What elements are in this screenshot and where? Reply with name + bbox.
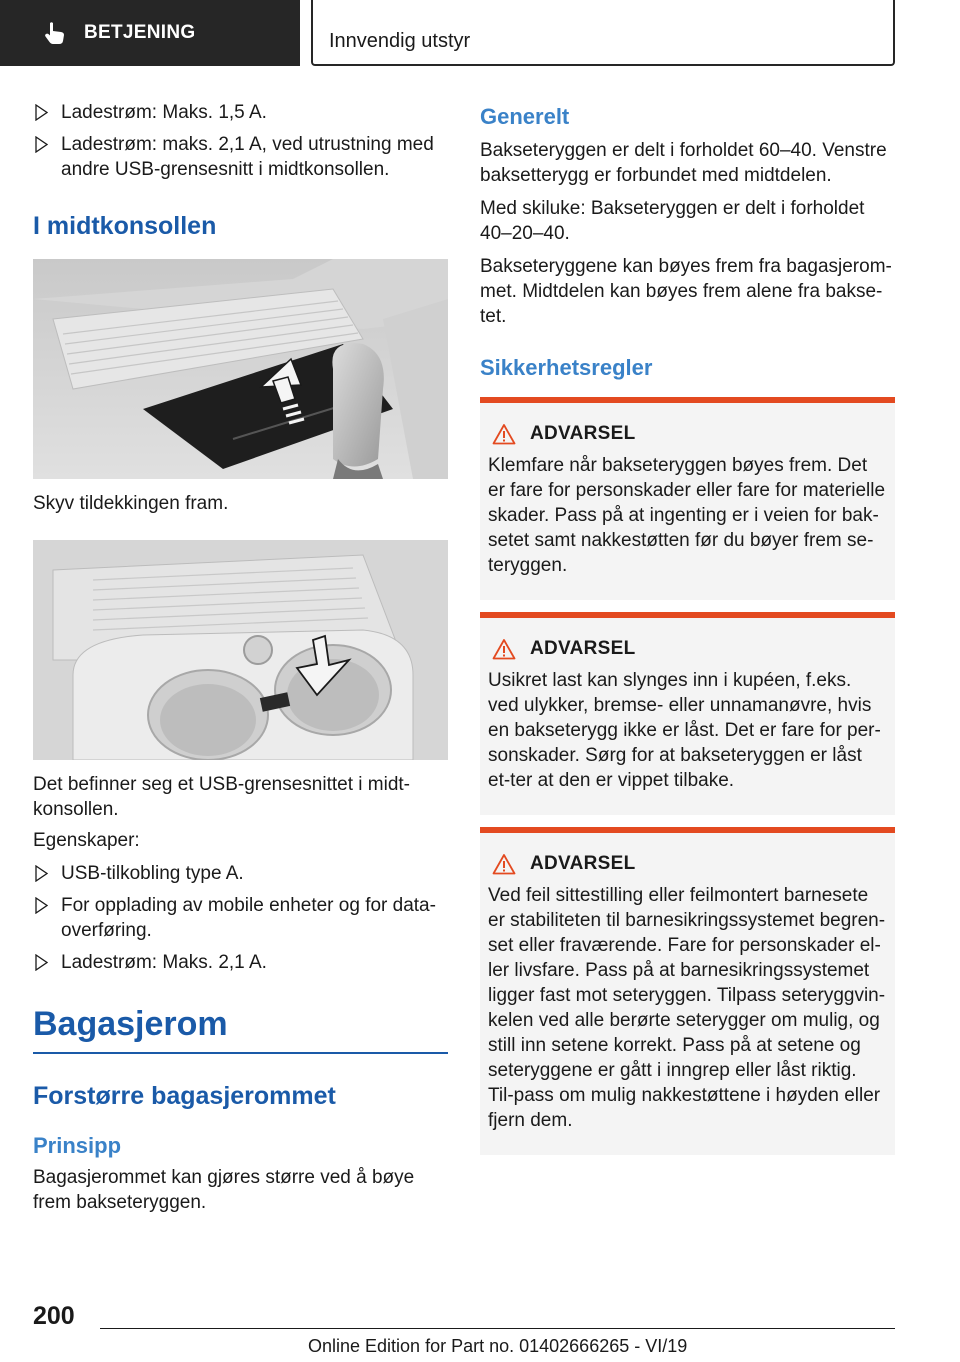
warning-text: Ved feil sittestilling eller feilmontert barnesete er stabiliteten til barnesikringssystemet begren-set eller fraværende. Fare for personskader el-ler livsfare. Pass på at barnesikringssystemet ligger fast mot seteryggen. Tilpass seteryggvin-kelen ved alle berørte seterygger om mulig, og still inn setene korrekt. Pass på at setene og seteryggene er gått i inngrep eller låst riktig. Til-pass om mulig nakkestøttene i høyden eller fjern dem.	[488, 885, 886, 1131]
triangle-bullet-icon	[35, 136, 48, 153]
charging-bullets	[33, 100, 448, 182]
triangle-bullet-icon	[35, 897, 48, 914]
header-section-label: BETJENING	[84, 22, 196, 43]
list-item: Ladestrøm: Maks. 2,1 A.	[33, 950, 448, 975]
warning-triangle-icon	[492, 638, 516, 660]
properties-label: Egenskaper:	[33, 830, 140, 851]
properties-bullets	[33, 861, 448, 975]
list-item: USB-tilkobling type A.	[33, 861, 448, 886]
warning-label: ADVARSEL	[530, 638, 636, 659]
warning-label: ADVARSEL	[530, 853, 636, 874]
console-cover-photo	[33, 259, 448, 479]
section-title: I midtkonsollen	[33, 212, 217, 240]
warning-triangle-icon	[492, 853, 516, 875]
warning-box	[480, 612, 895, 815]
right-column	[480, 100, 895, 1167]
list-item: For opplading av mobile enheter og for data-overføring.	[33, 893, 448, 943]
footer-divider	[100, 1328, 895, 1329]
warning-text: Klemfare når bakseteryggen bøyes frem. Det er fare for personskader eller fare for materielle skader. Pass på at ingenting er i veien for bak-setet samt nakkestøtten før du bøyer frem se-teryggen.	[488, 455, 886, 576]
safety-title: Sikkerhetsregler	[480, 355, 653, 380]
general-paragraph: Med skiluke: Bakseteryggen er delt i forholdet 40–20–40.	[480, 198, 865, 244]
photo-caption-2: Det befinner seg et USB-grensesnittet i midt-konsollen.	[33, 774, 411, 820]
subsection-title: Forstørre bagasjerommet	[33, 1082, 336, 1110]
list-item: Ladestrøm: maks. 2,1 A, ved utrustning med andre USB-grensesnitt i midtkonsollen.	[33, 132, 448, 182]
principle-title: Prinsipp	[33, 1133, 122, 1158]
triangle-bullet-icon	[35, 865, 48, 882]
general-paragraph: Bakseteryggen er delt i forholdet 60–40. Venstre baksetterygg er forbundet med midtdelen.	[480, 140, 887, 186]
left-column	[33, 100, 448, 1223]
usb-interface-photo	[33, 540, 448, 760]
footer-edition: Online Edition for Part no. 01402666265 - VI/19	[308, 1336, 688, 1356]
warning-label: ADVARSEL	[530, 423, 636, 444]
principle-text: Bagasjerommet kan gjøres større ved å bøye frem bakseteryggen.	[33, 1167, 415, 1213]
triangle-bullet-icon	[35, 104, 48, 121]
page-number: 200	[33, 1302, 75, 1330]
header-chapter-box	[311, 0, 895, 66]
header-section-tab	[0, 0, 300, 66]
photo-caption-1: Skyv tildekkingen fram.	[33, 493, 229, 514]
chapter-title: Bagasjerom	[33, 1005, 448, 1054]
list-item: Ladestrøm: Maks. 1,5 A.	[33, 100, 448, 125]
warning-box	[480, 397, 895, 600]
warning-box	[480, 827, 895, 1155]
hand-pointer-icon	[42, 20, 68, 46]
triangle-bullet-icon	[35, 954, 48, 971]
warning-triangle-icon	[492, 423, 516, 445]
general-paragraph: Bakseteryggene kan bøyes frem fra bagasjerom-met. Midtdelen kan bøyes frem alene fra bakse-tet.	[480, 256, 892, 327]
general-title: Generelt	[480, 104, 570, 129]
warning-text: Usikret last kan slynges inn i kupéen, f.eks. ved ulykker, bremse- eller unnamanøvre, hvis en bakseterygg ikke er låst. Det er fare for per-sonskader. Sørg for at bakseteryggen er låst et-ter at den er vippet tilbake.	[488, 670, 881, 791]
header-chapter-label: Innvendig utstyr	[329, 30, 471, 52]
